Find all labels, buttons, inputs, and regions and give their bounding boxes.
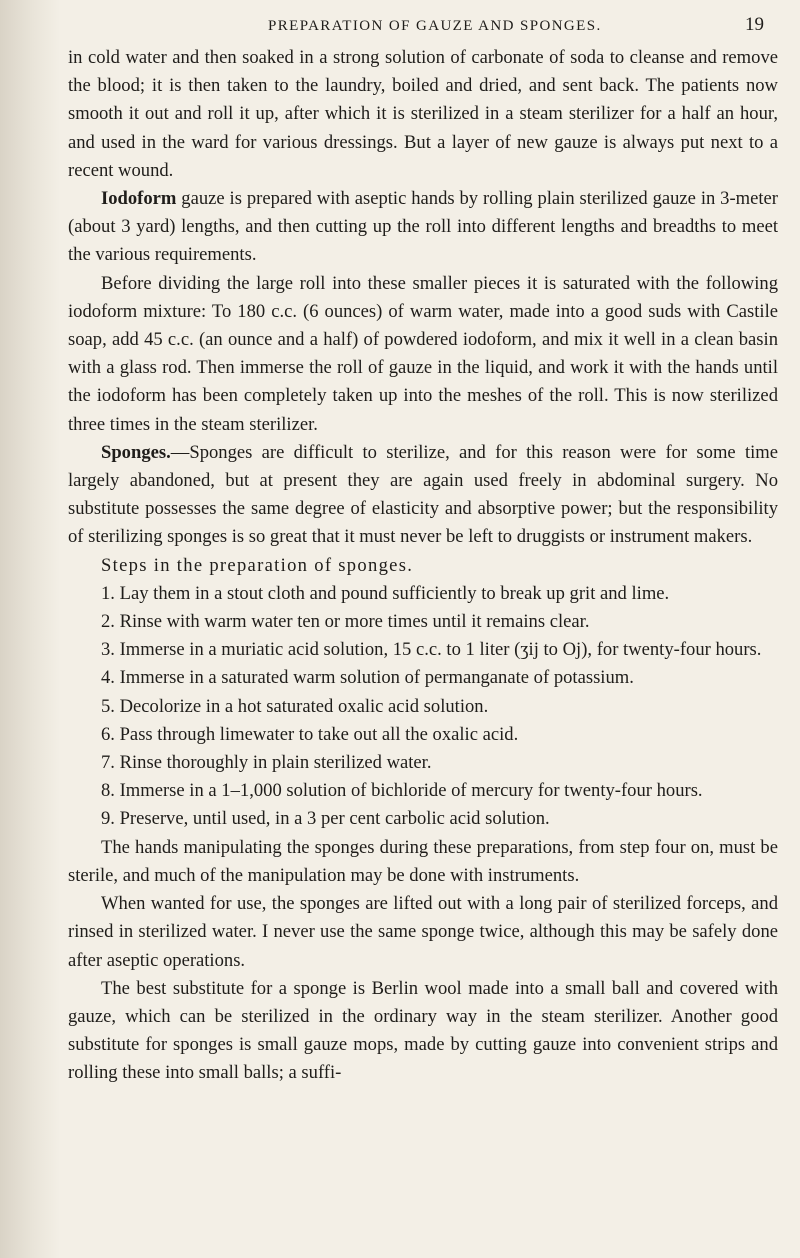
paragraph-gauze-cleaning: in cold water and then soaked in a strong solution of carbonate of soda to cleanse and remove the blood; it is then taken to the laundry, boiled and dried, and sent back. The patients now smooth it out and roll it up, after which it is sterilized in a steam sterilizer for a half an hour, and used in the ward for various dressings. But a layer of new gauze is always put next to a recent wound. [68,47,778,181]
paragraph-substitutes: The best substitute for a sponge is Berlin wool made into a small ball and covered with gauze, which can be sterilized in the ordinary way in the steam sterilizer. Another good substitute for sponges is small gauze mops, made by cutting gauze into convenient strips and rolling these into small balls; a suffi- [68,977,778,1084]
paragraph-iodoform-text: gauze is prepared with aseptic hands by rolling plain sterilized gauze in 3-meter (about 3 yard) lengths, and then cutting up the roll into different lengths and breadths to meet the various requirements. [68,188,778,266]
step-9: 9. Preserve, until used, in a 3 per cent carbolic acid solution. [101,808,550,830]
step-2: 2. Rinse with warm water ten or more times until it remains clear. [101,611,590,633]
paragraph-sponges [68,439,778,552]
run-in-head-sponges: Sponges. [101,441,171,463]
page-number: 19 [745,14,764,35]
paragraph-when-wanted: When wanted for use, the sponges are lifted out with a long pair of sterilized forceps, and rinsed in sterilized water. I never use the same sponge twice, although this may be safely done after aseptic operations. [68,893,778,971]
steps-heading: Steps in the preparation of sponges. [101,554,414,576]
step-5: 5. Decolorize in a hot saturated oxalic acid solution. [101,695,489,717]
step-7: 7. Rinse thoroughly in plain sterilized water. [101,752,432,774]
step-3: 3. Immerse in a muriatic acid solution, 15 c.c. to 1 liter (ʒij to Oj), for twenty-four hours. [101,639,762,661]
paragraph-sterile-hands: The hands manipulating the sponges during these preparations, from step four on, must be sterile, and much of the manipulation may be done with instruments. [68,836,778,886]
step-8: 8. Immerse in a 1–1,000 solution of bichloride of mercury for twenty-four hours. [101,780,703,802]
running-head: PREPARATION OF GAUZE AND SPONGES. [268,18,602,34]
step-4: 4. Immerse in a saturated warm solution of permanganate of potassium. [101,667,634,689]
step-6: 6. Pass through limewater to take out all the oxalic acid. [101,723,519,745]
run-in-head-iodoform: Iodoform [101,188,177,210]
step-1: 1. Lay them in a stout cloth and pound sufficiently to break up grit and lime. [101,582,670,604]
page-header [68,0,778,44]
binding-shadow [0,0,60,1258]
paragraph-iodoform [68,185,778,270]
paragraph-sponges-text: —Sponges are difficult to sterilize, and for this reason were for some time largely abandoned, but at present they are again used freely in abdominal surgery. No substitute possesses the same degree of elasticity and absorptive power; but the responsibility of sterilizing sponges is so great that it must never be left to druggists or instrument makers. [68,441,778,548]
paragraph-iodoform-mixture: Before dividing the large roll into these smaller pieces it is saturated with the following iodoform mixture: To 180 c.c. (6 ounces) of warm water, made into a good suds with Castile soap, add 45 c.c. (an ounce and a half) of powdered iodoform, and mix it well in a clean basin with a glass rod. Then immerse the roll of gauze in the liquid, and work it with the hands until the iodoform has been completely taken up into the meshes of the roll. This is now sterilized three times in the steam sterilizer. [68,272,778,435]
page-body [68,44,778,1088]
